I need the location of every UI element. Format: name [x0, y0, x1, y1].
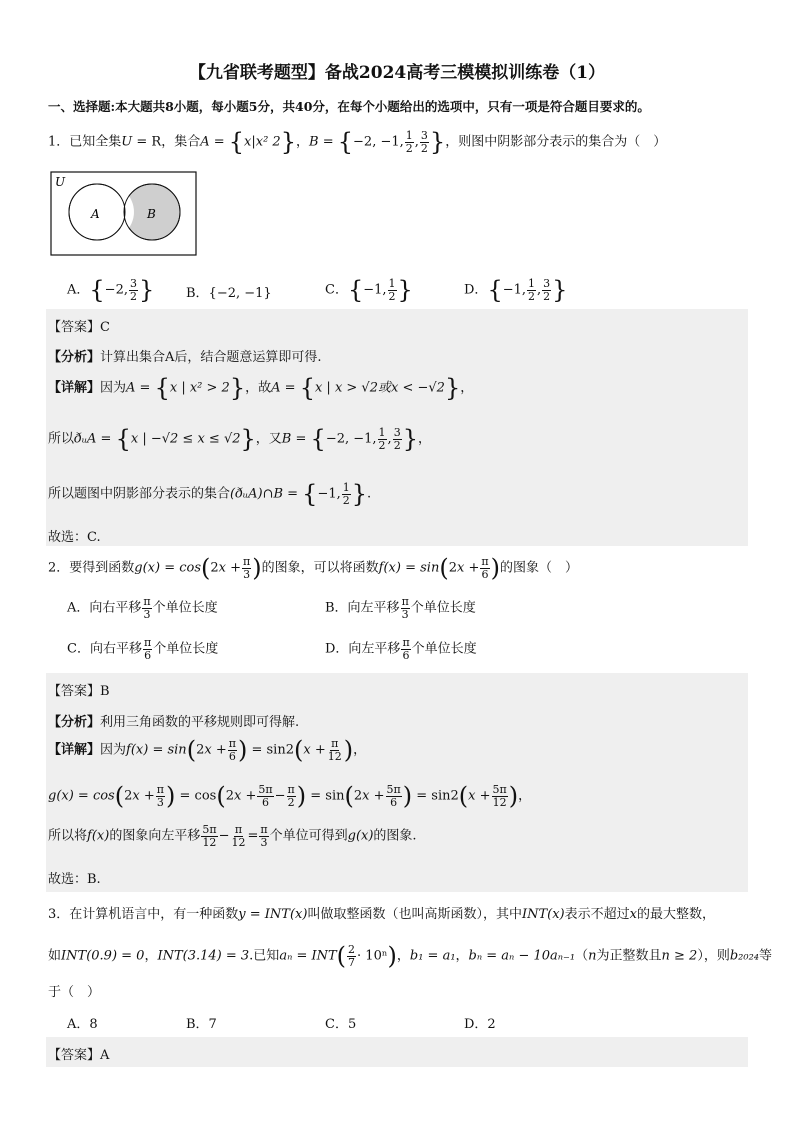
q3-answer: 【答案】A — [48, 1048, 110, 1063]
q3-option-a[interactable]: A．8 — [67, 1017, 98, 1032]
q1-answer: 【答案】C — [48, 320, 110, 335]
q3-stem-line1: 3．在计算机语言中，有一种函数y = INT(x)叫做取整函数（也叫高斯函数），其中INT(x)表示不超过x的最大整数， — [48, 907, 715, 922]
q3-answer-panel — [46, 1037, 748, 1067]
venn-label-b: B — [147, 207, 156, 221]
venn-label-a: A — [91, 207, 100, 221]
q3-option-d[interactable]: D．2 — [464, 1017, 496, 1032]
q1-detail-2: 所以ðᵤA = {x | −√2 ≤ x ≤ √2}，又B = {−2, −1, $\frac{1}{2}$ , $\frac{3}{2}$ }， — [48, 425, 431, 454]
q2-analysis: 【分析】利用三角函数的平移规则即可得解. — [48, 715, 300, 730]
q2-answer: 【答案】B — [48, 684, 110, 699]
q2-option-c[interactable]: C．向右平移 $\frac{\pi}{6}$ 个单位长度 — [67, 636, 219, 662]
q2-detail-3: 所以将f(x)的图象向左平移 $\frac{5\pi}{12}$ − $\frac{\pi}{12}$ = $\frac{\pi}{3}$ 个单位可得到g(x)的图象. — [48, 823, 417, 849]
q3-stem-line3: 于（ ） — [48, 985, 101, 1000]
q1-option-b[interactable]: B．{−2, −1} — [186, 286, 272, 301]
q2-option-b[interactable]: B．向左平移 $\frac{\pi}{3}$ 个单位长度 — [325, 595, 476, 621]
q1-stem: 1．已知全集U = R，集合A = {x|x² 2}，B = {−2, −1, $\frac{1}{2}$ , $\frac{3}{2}$ }，则图中阴影部分表示的集合为（ ） — [48, 128, 667, 157]
q1-conclusion: 故选：C. — [48, 530, 101, 545]
section-heading: 一、选择题:本大题共8小题，每小题5分，共40分，在每个小题给出的选项中，只有一项是符合题目要求的。 — [48, 99, 650, 114]
q3-option-b[interactable]: B．7 — [186, 1017, 217, 1032]
venn-diagram — [50, 171, 198, 257]
q2-detail-1: 【详解】因为f(x) = sin(2x + $\frac{\pi}{6}$ ) = sin2(x + $\frac{\pi}{12}$ )， — [48, 736, 367, 765]
q1-detail-1: 【详解】因为A = {x | x² > 2}，故A = {x | x > √2或x < −√2}， — [48, 374, 474, 402]
q1-option-c[interactable]: C．{−1, $\frac{1}{2}$ } — [325, 276, 413, 305]
q2-option-d[interactable]: D．向左平移 $\frac{\pi}{6}$ 个单位长度 — [325, 636, 477, 662]
frac-half: $\frac{1}{2}$ — [405, 129, 413, 155]
q3-stem-line2: 如INT(0.9) = 0，INT(3.14) = 3.已知aₙ = INT( $\frac{2}{7}$ · 10ⁿ)，b₁ = a₁，bₙ = aₙ − 10aₙ₋₁（n为正整数且n ≥ 2），则b₂₀₂₄等 — [48, 942, 773, 971]
venn-label-u: U — [55, 175, 66, 189]
q1-detail-3: 所以题图中阴影部分表示的集合(ðᵤA)∩B = {−1, $\frac{1}{2}$ }. — [48, 480, 372, 509]
frac-three-half: $\frac{3}{2}$ — [420, 129, 428, 155]
q1-analysis: 【分析】计算出集合A后，结合题意运算即可得. — [48, 350, 322, 365]
page-title: 【九省联考题型】备战2024高考三模模拟训练卷（1） — [188, 63, 606, 83]
q2-option-a[interactable]: A．向右平移 $\frac{\pi}{3}$ 个单位长度 — [67, 595, 218, 621]
q2-detail-2: g(x) = cos(2x + $\frac{\pi}{3}$ ) = cos(2x + $\frac{5\pi}{6}$ − $\frac{\pi}{2}$ ) = sin(2x + $\frac{5\pi}{6}$ ) = sin2(x + $\frac{5\pi}{12}$ )， — [48, 782, 532, 811]
q3-option-c[interactable]: C．5 — [325, 1017, 357, 1032]
q1-option-d[interactable]: D．{−1, $\frac{1}{2}$ , $\frac{3}{2}$ } — [464, 276, 568, 305]
q1-option-a[interactable]: A．{−2, $\frac{3}{2}$ } — [67, 276, 155, 305]
q2-conclusion: 故选：B. — [48, 872, 101, 887]
q2-stem: 2．要得到函数g(x) = cos(2x + $\frac{\pi}{3}$ )的图象，可以将函数f(x) = sin(2x + $\frac{\pi}{6}$ )的图象（ ） — [48, 554, 578, 583]
